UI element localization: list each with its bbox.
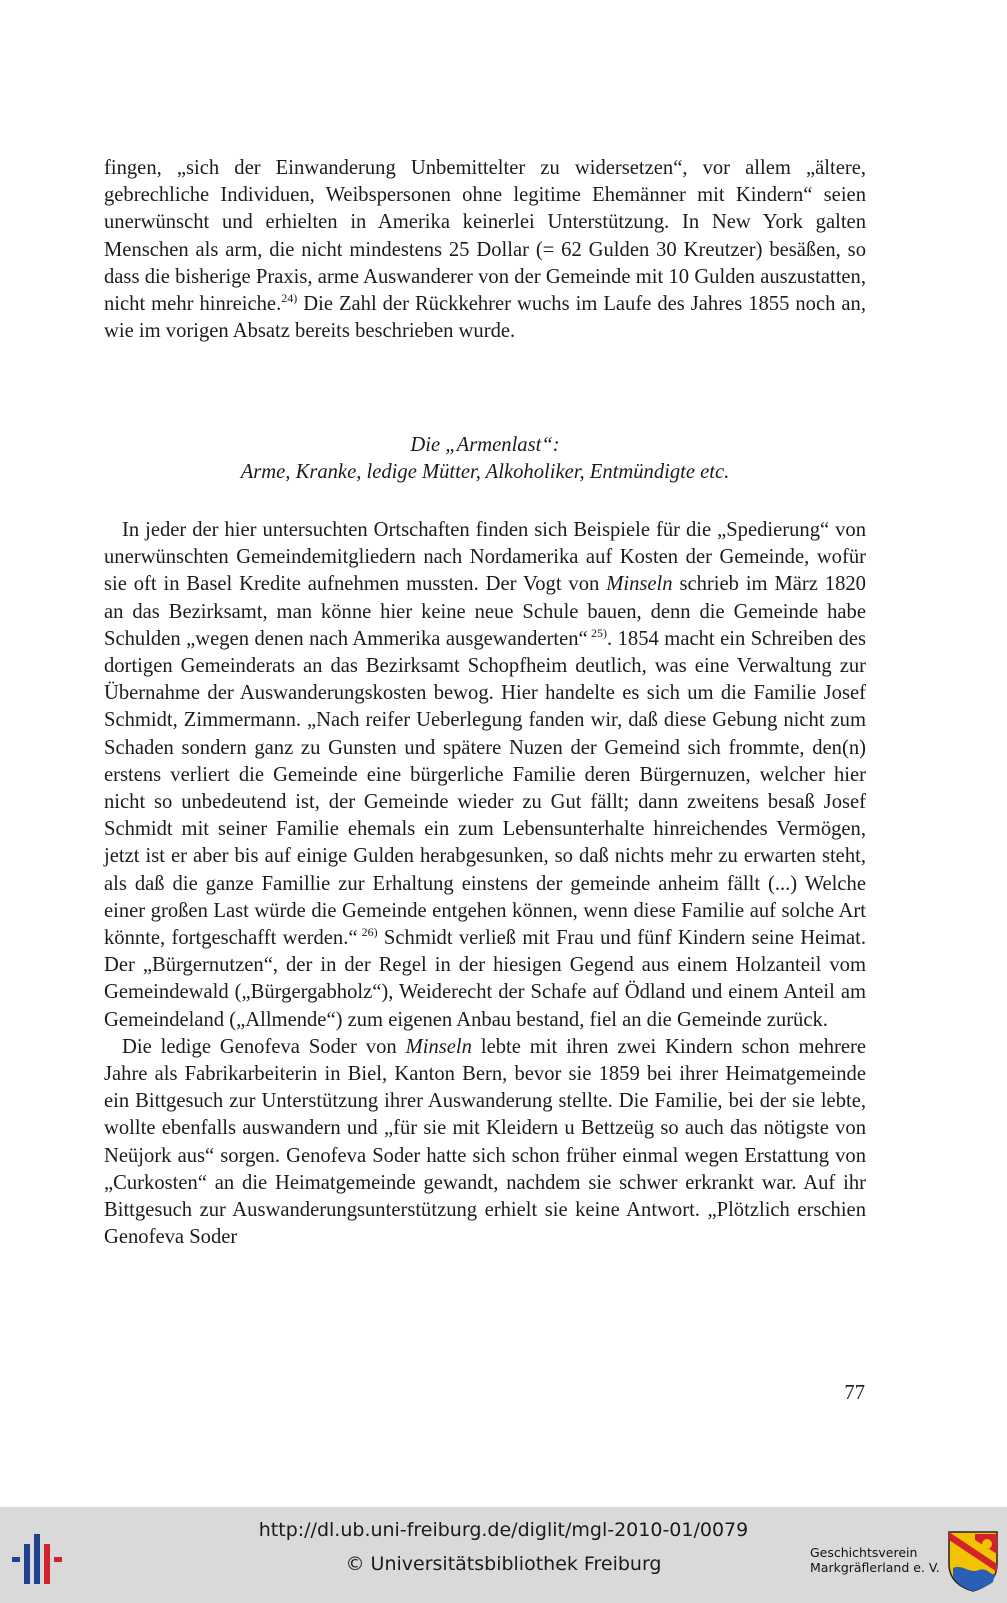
copyright-notice: © Universitätsbibliothek Freiburg (345, 1553, 662, 1575)
permalink-url[interactable]: http://dl.ub.uni-freiburg.de/diglit/mgl-2010-01/0079 (258, 1519, 749, 1541)
section-body (104, 517, 866, 1251)
footnote-ref-24: 24) (281, 291, 298, 306)
footer-bar (0, 1507, 1007, 1603)
intro-paragraph (104, 155, 866, 345)
paragraph-2: In jeder der hier untersuchten Ortschaften finden sich Beispiele für die „Spedierung“ von unerwünschten Gemeindemitgliedern nach Nordamerika auf Kosten der Gemeinde, wofür sie oft in Basel Kredite aufnehmen mussten. Der Vogt von Minseln schrieb im März 1820 an das Bezirksamt, man könne hier keine neue Schule bauen, denn die Gemeinde habe Schulden „wegen denen nach Ammerika ausgewanderten“ $^{25)}$. 1854 macht ein Schreiben des dortigen Gemeinderats an das Bezirksamt Schopfheim deutlich, was eine Verwaltung zur Übernahme der Auswanderungskosten bewog. Hier handelte es sich um die Familie Josef Schmidt, Zimmermann. „Nach reifer Ueberlegung fanden wir, daß diese Gebung nicht zum Schaden sondern ganz zu Gunsten und spätere Nuzen der Gemeind sich frommte, den(n) erstens verliert die Gemeinde eine bürgerliche Familie deren Bürgernuzen, welcher hier nicht so unbedeutend ist, der Gemeinde wieder zu Gut fällt; dann zweitens besaß Josef Schmidt mit seiner Familie ehemals ein zum Lebensunterhalte hinreichendes Vermögen, jetzt ist er aber bis auf einige Gulden herabgesunken, so daß nichts mehr zu erwarten steht, als daß die ganze Famillie zur Erhaltung einstens der gemeinde anheim fällt (...) Welche einer großen Last würde die Gemeinde entgehen können, wenn diese Familie auf solche Art könnte, fortgeschafft werden.“ $^{26)}$ Schmidt verließ mit Frau und fünf Kindern seine Heimat. Der „Bürgernutzen“, der in der Regel in der hiesigen Gegend aus einem Holzanteil vom Gemeindewald („Bürgergabholz“), Weiderecht der Schafe auf Ödland und einem Anteil am Gemeindeland („Allmende“) zum eigenen Anbau bestand, fiel an die Gemeinde zurück. (104, 519, 867, 1031)
page-number: 77 (844, 1382, 865, 1404)
section-heading (104, 432, 866, 486)
intro-text-end: Die Zahl der Rückkehrer wuchs im Laufe des Jahres 1855 noch an, wie im vorigen Absatz bereits beschrieben wurde. (104, 293, 866, 343)
coat-of-arms-icon (947, 1530, 999, 1592)
paragraph-3: Die ledige Genofeva Soder von Minseln lebte mit ihren zwei Kindern schon mehrere Jahre als Fabrikarbeiterin in Biel, Kanton Bern, bevor sie 1859 bei ihrer Heimatgemeinde ein Bittgesuch zur Unterstützung ihrer Auswanderung stellte. Die Familie, bei der sie lebte, wollte ebenfalls auswandern und „für sie mit Kleidern u Bettzeüg so auch das nötigste von Neüjork aus“ sorgen. Genofeva Soder hatte sich schon früher einmal wegen Erstattung von „Curkosten“ an die Heimatgemeinde gewandt, nachdem sie schwer erkrankt war. Auf ihr Bittgesuch zur Auswanderungsunterstützung erhielt sie keine Antwort. „Plötzlich erschien Genofeva Soder (104, 1035, 866, 1249)
place-name: Minseln (606, 573, 673, 596)
society-line-1: Geschichtsverein (810, 1545, 918, 1560)
footnote-ref-26: 26) (357, 925, 378, 940)
heading-line-1: Die „Armenlast“: (410, 434, 560, 456)
society-name (810, 1545, 940, 1575)
intro-text: fingen, „sich der Einwanderung Unbemittelter zu widersetzen“, vor allem „ältere, gebrechliche Individuen, Weibspersonen ohne legitime Ehemänner mit Kindern“ seien unerwünscht und erhielten in Amerika keinerlei Unterstützung. In New York galten Menschen als arm, die nicht mindestens 25 Dollar (= 62 Gulden 30 Kreutzer) besäßen, so dass die bisherige Praxis, arme Auswanderer von der Gemeinde mit 10 Gulden auszustatten, nicht mehr hinreiche. (104, 157, 866, 316)
footnote-ref-25: 25) (587, 625, 608, 640)
heading-line-2: Arme, Kranke, ledige Mütter, Alkoholiker, Entmündigte etc. (240, 461, 730, 484)
place-name: Minseln (405, 1035, 472, 1058)
society-line-2: Markgräflerland e. V. (810, 1560, 940, 1575)
